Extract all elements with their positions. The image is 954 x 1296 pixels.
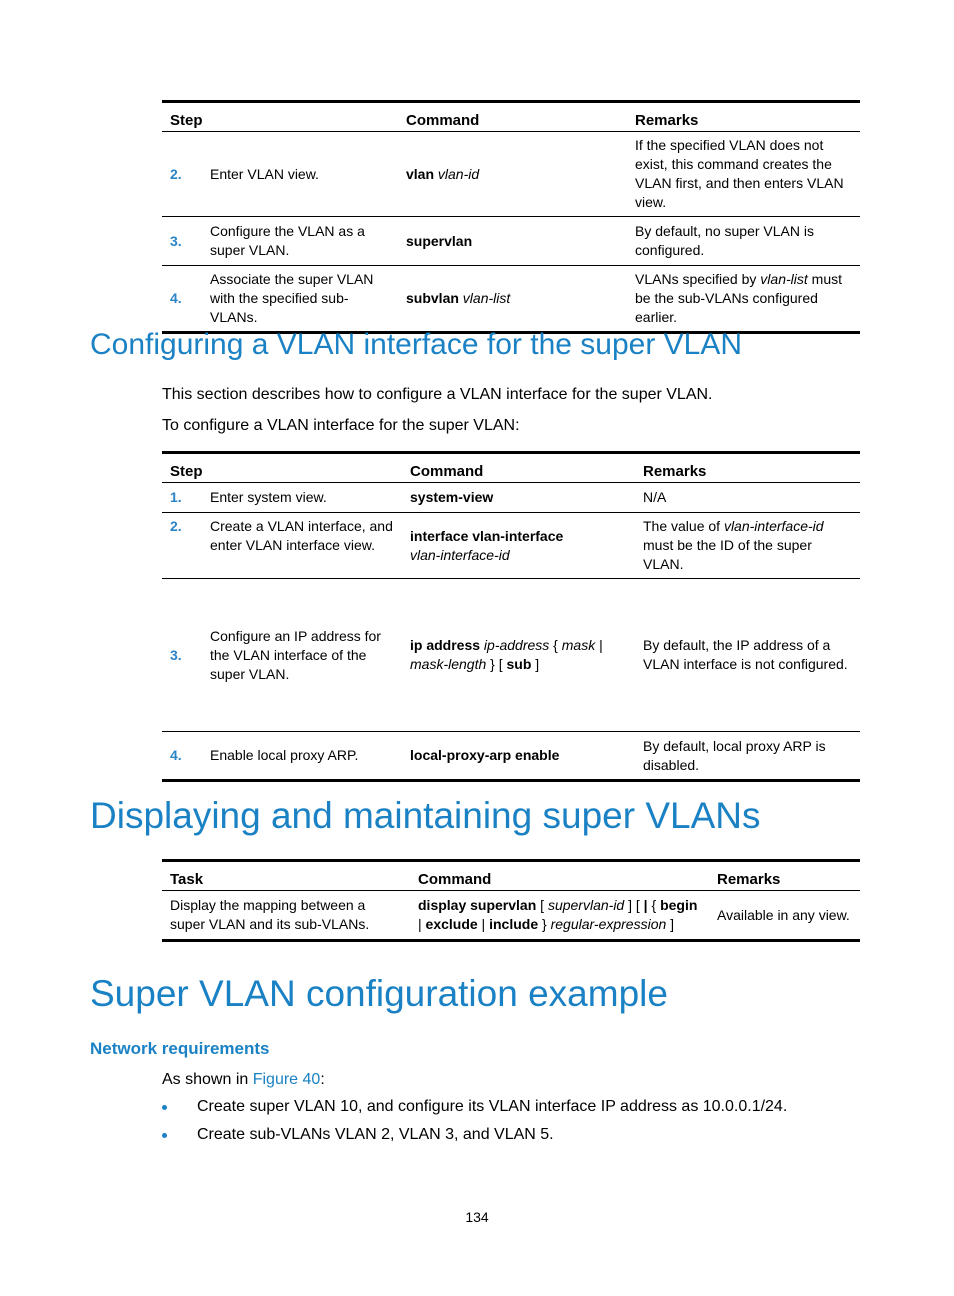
remarks-arg: vlan-interface-id	[723, 518, 824, 534]
remarks-arg: vlan-list	[760, 271, 808, 287]
table-header-row	[162, 453, 860, 483]
steps-table-super-vlan	[162, 100, 860, 334]
table-row	[162, 732, 860, 781]
step-text: Create a VLAN interface, and enter VLAN interface view.	[202, 513, 402, 579]
step-number: 1.	[162, 483, 202, 513]
command-punct: ]	[531, 656, 540, 672]
command-arg: vlan-interface-id	[410, 546, 510, 563]
remarks-text: By default, the IP address of a VLAN interface is not configured.	[635, 579, 860, 732]
remarks-text: By default, local proxy ARP is disabled.	[643, 737, 826, 773]
paragraph: To configure a VLAN interface for the super VLAN:	[162, 417, 520, 434]
table-row	[162, 217, 860, 266]
step-number: 3.	[162, 579, 202, 732]
command-punct: }	[538, 916, 551, 932]
remarks-text	[635, 513, 860, 579]
paragraph	[162, 1071, 325, 1089]
table-row	[162, 579, 860, 732]
header-remarks: Remarks	[635, 453, 860, 483]
command-keyword: sub	[506, 656, 532, 672]
remarks-text: If the specified VLAN does not exist, this command creates the VLAN first, and then enters VLAN view.	[627, 132, 860, 217]
step-text: Enable local proxy ARP.	[210, 747, 359, 763]
command-cell	[398, 132, 627, 217]
paragraph-text: :	[320, 1071, 325, 1088]
command-arg: vlan-list	[462, 290, 511, 306]
display-commands-table	[162, 859, 860, 942]
section-heading: Configuring a VLAN interface for the super VLAN	[90, 328, 743, 361]
table-row	[162, 132, 860, 217]
paragraph-text: As shown in	[162, 1071, 253, 1088]
step-text: Configure the VLAN as a super VLAN.	[202, 217, 398, 266]
header-step: Step	[162, 453, 402, 483]
page-number: 134	[465, 1209, 489, 1225]
table-row	[162, 891, 860, 941]
step-number: 4.	[170, 290, 182, 306]
step-text: Enter system view.	[202, 483, 402, 513]
command-arg: mask	[561, 637, 596, 653]
header-remarks: Remarks	[627, 102, 860, 132]
step-number: 3.	[162, 217, 202, 266]
table-row	[162, 513, 860, 579]
header-step: Step	[162, 102, 398, 132]
command-punct: |	[418, 916, 426, 932]
task-text: Display the mapping between a super VLAN and its sub-VLANs.	[170, 897, 370, 932]
command-punct: {	[647, 897, 661, 913]
header-task: Task	[162, 861, 410, 891]
command-punct: |	[595, 637, 603, 653]
command-keyword: local-proxy-arp enable	[410, 747, 560, 763]
step-number: 4.	[170, 747, 182, 763]
table-header-row	[162, 861, 860, 891]
command-cell	[402, 579, 635, 732]
remarks-part: VLANs specified by	[635, 271, 761, 287]
remarks-part: must be the ID of the super VLAN.	[643, 537, 812, 572]
command-keyword: begin	[660, 897, 698, 913]
command-punct: |	[477, 916, 490, 932]
command-cell	[402, 732, 635, 781]
bullet-icon	[162, 1133, 167, 1138]
remarks-text: By default, no super VLAN is configured.	[627, 217, 860, 266]
command-keyword: system-view	[410, 489, 494, 505]
list-item-text: Create super VLAN 10, and configure its VLAN interface IP address as 10.0.0.1/24.	[197, 1098, 788, 1115]
command-cell	[398, 217, 627, 266]
paragraph: This section describes how to configure a VLAN interface for the super VLAN.	[162, 386, 713, 403]
remarks-text	[627, 266, 860, 333]
command-cell	[402, 513, 635, 579]
command-arg: mask-length	[410, 656, 487, 672]
figure-link[interactable]: Figure 40	[252, 1071, 321, 1088]
section-heading: Displaying and maintaining super VLANs	[90, 795, 761, 836]
remarks-text: N/A	[635, 483, 860, 513]
command-keyword: vlan	[406, 165, 435, 182]
command-punct: } [	[486, 656, 507, 672]
table-row	[162, 483, 860, 513]
table-header-row	[162, 102, 860, 132]
command-keyword: display supervlan	[418, 897, 537, 913]
step-text: Associate the super VLAN with the specified sub-VLANs.	[210, 271, 374, 325]
steps-table-vlan-interface	[162, 451, 860, 782]
table-row	[162, 266, 860, 333]
command-arg: ip-address	[483, 637, 550, 653]
subsection-heading: Network requirements	[90, 1039, 270, 1058]
command-keyword: interface vlan-interface	[410, 527, 564, 544]
command-keyword: |	[643, 897, 648, 913]
step-text: Enter VLAN view.	[202, 132, 398, 217]
remarks-part: The value of	[643, 518, 724, 534]
step-number: 2.	[162, 513, 202, 579]
header-command: Command	[402, 453, 635, 483]
command-keyword: subvlan	[406, 290, 459, 306]
command-keyword: exclude	[425, 916, 478, 932]
command-cell	[402, 483, 635, 513]
command-arg: regular-expression	[550, 916, 667, 932]
remarks-text: Available in any view.	[717, 906, 850, 923]
command-arg: supervlan-id	[547, 897, 625, 913]
header-command: Command	[410, 861, 709, 891]
step-number: 2.	[162, 132, 202, 217]
command-cell	[398, 266, 627, 333]
bullet-icon	[162, 1105, 167, 1110]
header-command: Command	[398, 102, 627, 132]
remarks-part: must be the sub-VLANs configured earlier.	[635, 271, 842, 325]
command-keyword: include	[489, 916, 539, 932]
step-text: Configure an IP address for the VLAN interface of the super VLAN.	[202, 579, 402, 732]
command-cell	[410, 891, 709, 941]
command-punct: {	[549, 637, 562, 653]
section-heading: Super VLAN configuration example	[90, 973, 668, 1014]
command-punct: ] [	[624, 897, 644, 913]
command-keyword: ip address	[410, 637, 481, 653]
command-keyword: supervlan	[406, 232, 473, 249]
list-item-text: Create sub-VLANs VLAN 2, VLAN 3, and VLAN 5.	[197, 1126, 554, 1143]
command-punct: ]	[666, 916, 675, 932]
header-remarks: Remarks	[709, 861, 860, 891]
command-arg: vlan-id	[437, 165, 480, 182]
command-punct: [	[536, 897, 548, 913]
